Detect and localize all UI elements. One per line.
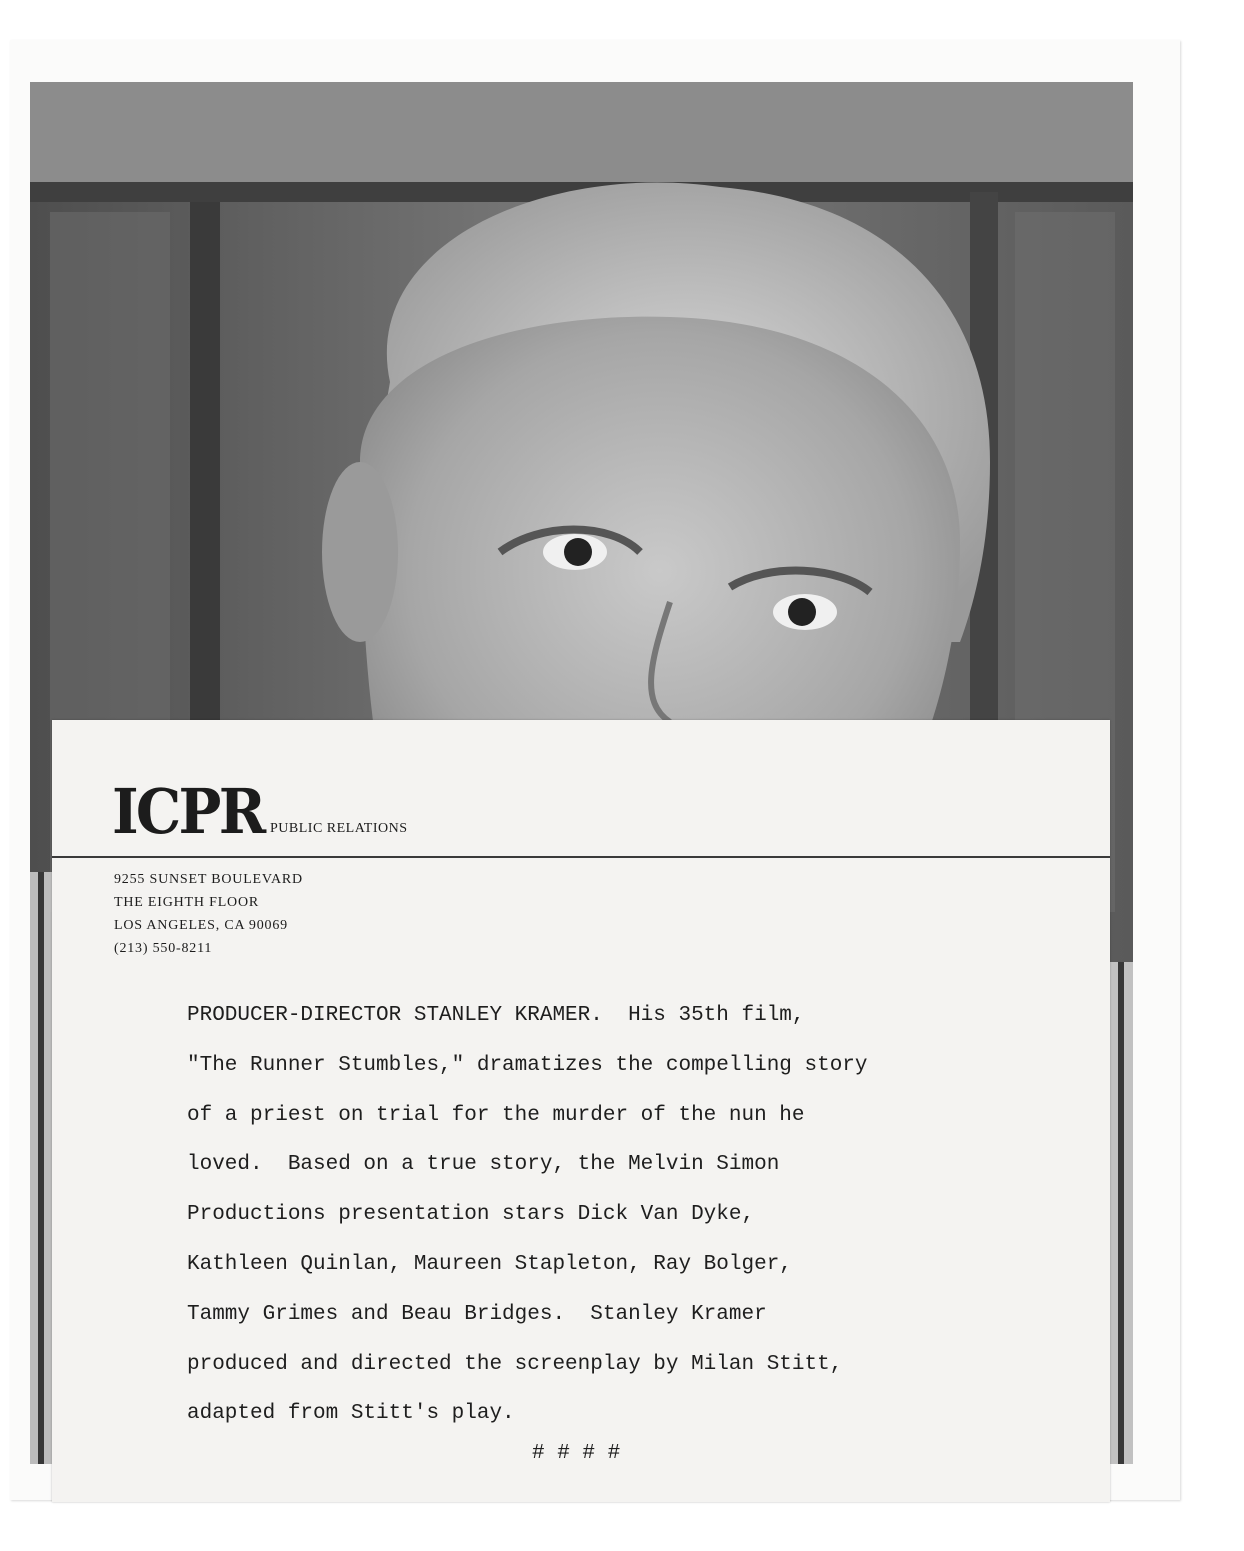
address-line: THE EIGHTH FLOOR xyxy=(114,895,260,910)
caption-line: Tammy Grimes and Beau Bridges. Stanley Kramer xyxy=(187,1302,767,1326)
caption-snipe xyxy=(52,720,1110,1502)
phone-line: (213) 550-8211 xyxy=(114,941,213,956)
caption-line: PRODUCER-DIRECTOR STANLEY KRAMER. His 35th film, xyxy=(187,1004,805,1027)
caption-line: of a priest on trial for the murder of the nun he xyxy=(187,1103,805,1127)
caption-line: Productions presentation stars Dick Van Dyke, xyxy=(187,1203,755,1227)
caption-line: produced and directed the screenplay by Milan Stitt, xyxy=(187,1352,843,1376)
caption-line: adapted from Stitt's play. xyxy=(187,1402,515,1426)
letterhead-divider xyxy=(52,856,1110,858)
address-line: 9255 SUNSET BOULEVARD xyxy=(114,872,303,887)
letterhead-address xyxy=(114,868,303,960)
icpr-logo: ICPR xyxy=(112,775,264,848)
caption-text xyxy=(187,991,1067,1439)
end-mark: # # # # xyxy=(532,1442,621,1465)
caption-line: Kathleen Quinlan, Maureen Stapleton, Ray Bolger, xyxy=(187,1252,792,1276)
address-line: LOS ANGELES, CA 90069 xyxy=(114,918,288,933)
caption-line: "The Runner Stumbles," dramatizes the compelling story xyxy=(187,1053,868,1077)
caption-line: loved. Based on a true story, the Melvin Simon xyxy=(187,1153,780,1177)
letterhead-tagline: PUBLIC RELATIONS xyxy=(270,821,408,836)
